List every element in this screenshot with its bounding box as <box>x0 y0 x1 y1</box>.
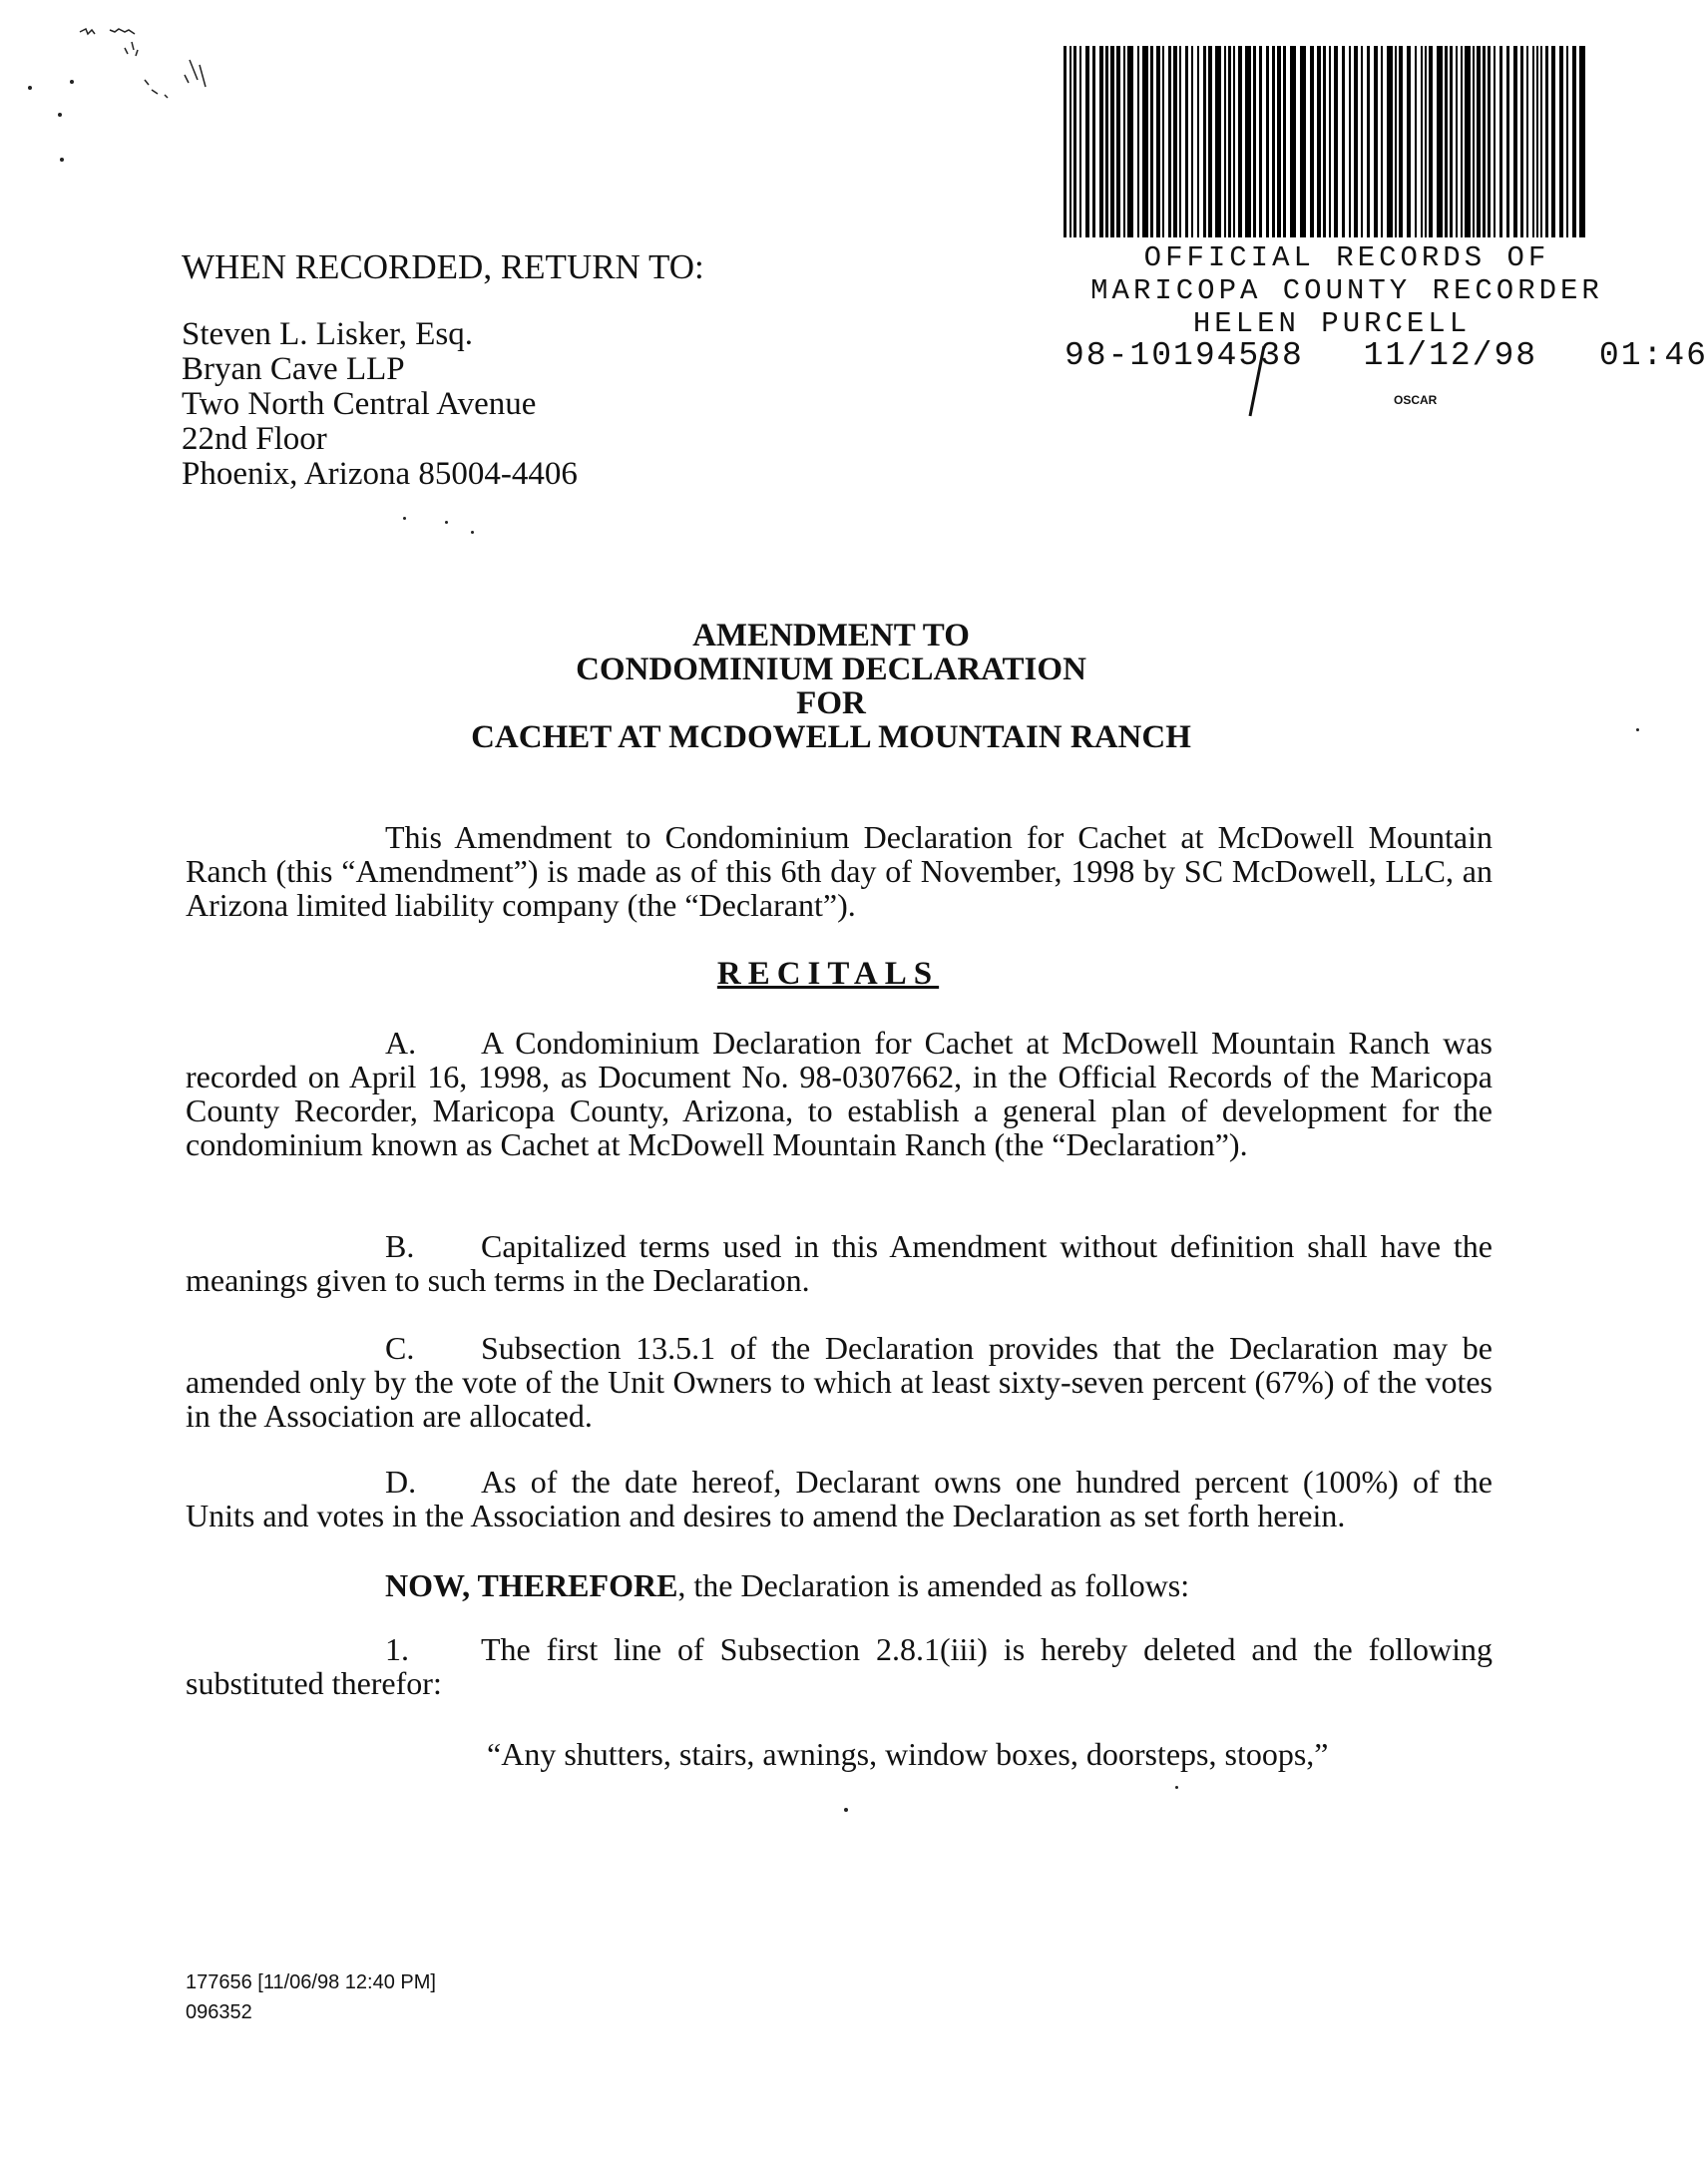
document-number: 98-10194538 <box>1065 337 1304 374</box>
barcode <box>1062 46 1592 237</box>
barcode-bar <box>1259 46 1262 237</box>
title-line-2: CONDOMINIUM DECLARATION <box>576 651 1086 687</box>
substituted-text-quote: “Any shutters, stairs, awnings, window boxes, doorsteps, stoops,” <box>487 1736 1329 1772</box>
barcode-bar <box>1110 46 1114 237</box>
barcode-bar <box>1559 46 1563 237</box>
recording-time: 01:46 <box>1598 337 1708 374</box>
recital-label: D. <box>385 1464 417 1500</box>
barcode-bar <box>1520 46 1523 237</box>
barcode-bar <box>1156 46 1160 237</box>
barcode-bar <box>1483 46 1486 237</box>
recital-label: C. <box>385 1330 415 1366</box>
address-line: Phoenix, Arizona 85004-4406 <box>182 456 578 492</box>
barcode-bar <box>1572 46 1576 237</box>
now-therefore-paragraph <box>186 1568 1493 1602</box>
scan-speck <box>60 158 64 162</box>
recorder-line-3: HELEN PURCELL <box>1192 307 1472 340</box>
barcode-bar <box>1064 46 1067 237</box>
barcode-bar <box>1142 46 1148 237</box>
return-to-label: WHEN RECORDED, RETURN TO: <box>182 247 704 286</box>
barcode-bar <box>1233 46 1235 237</box>
barcode-bar <box>1197 46 1199 237</box>
barcode-bar <box>1173 46 1177 237</box>
scan-speck <box>28 86 32 90</box>
recital-a <box>186 1026 1493 1161</box>
barcode-bar <box>1349 46 1351 237</box>
recital-c <box>186 1331 1493 1433</box>
barcode-bar <box>1415 46 1417 237</box>
item-text: The first line of Subsection 2.8.1(iii) is hereby deleted and the following substituted therefor: <box>186 1631 1493 1701</box>
barcode-bar <box>1334 46 1338 237</box>
amendment-item-1 <box>186 1632 1493 1700</box>
intro-text: This Amendment to Condominium Declaration for Cachet at McDowell Mountain Ranch (this “Amendment”) is made as of this 6th day of November, 1998 by SC McDowell, LLC, an Arizona limited liability company (the “Declarant”). <box>186 819 1493 923</box>
address-line: Two North Central Avenue <box>182 386 537 422</box>
barcode-bar <box>1179 46 1181 237</box>
item-label: 1. <box>385 1631 409 1667</box>
barcode-bar <box>1310 46 1314 237</box>
barcode-bar <box>1526 46 1528 237</box>
barcode-bar <box>1494 46 1495 237</box>
barcode-bar <box>1437 46 1443 237</box>
scan-speck <box>403 517 406 520</box>
scan-speck <box>445 521 448 524</box>
recitals-heading-text: RECITALS <box>716 956 940 992</box>
recording-info <box>1065 337 1708 374</box>
footer-line-2: 096352 <box>186 2001 252 2023</box>
barcode-bar <box>1150 46 1153 237</box>
barcode-bar <box>1342 46 1345 237</box>
now-therefore-bold: NOW, THEREFORE <box>385 1567 678 1603</box>
footer-line-1: 177656 [11/06/98 12:40 PM] <box>186 1971 436 1993</box>
barcode-bar <box>1381 46 1383 237</box>
barcode-bar <box>1253 46 1256 237</box>
barcode-bar <box>1290 46 1296 237</box>
barcode-bar <box>1228 46 1231 237</box>
barcode-bar <box>1191 46 1193 237</box>
barcode-bar <box>1283 46 1286 237</box>
barcode-bar <box>1069 46 1071 237</box>
barcode-bar <box>1323 46 1326 237</box>
now-therefore-text: , the Declaration is amended as follows: <box>677 1567 1190 1603</box>
recital-text: As of the date hereof, Declarant owns one hundred percent (100%) of the Units and votes in the Association and desires to amend the Declaration as set forth herein. <box>186 1464 1493 1533</box>
barcode-bar <box>1123 46 1125 237</box>
barcode-bar <box>1445 46 1448 237</box>
recording-date: 11/12/98 <box>1363 337 1538 374</box>
barcode-bar <box>1395 46 1397 237</box>
title-line-1: AMENDMENT TO <box>692 618 970 653</box>
title-line-3: FOR <box>796 685 866 721</box>
barcode-bar <box>1532 46 1534 237</box>
barcode-bar <box>1272 46 1275 237</box>
recorder-line-2: MARICOPA COUNTY RECORDER <box>1090 274 1603 307</box>
barcode-bar <box>1137 46 1139 237</box>
barcode-bar <box>1238 46 1242 237</box>
barcode-bar <box>1092 46 1095 237</box>
document-title <box>0 619 1692 754</box>
barcode-bar <box>1374 46 1378 237</box>
barcode-bar <box>1367 46 1370 237</box>
barcode-bar <box>1185 46 1188 237</box>
barcode-bar <box>1354 46 1358 237</box>
barcode-bar <box>1407 46 1411 237</box>
barcode-bar <box>1551 46 1555 237</box>
barcode-bar <box>1266 46 1269 237</box>
barcode-bar <box>1079 46 1081 237</box>
barcode-bar <box>1425 46 1427 237</box>
barcode-bar <box>1099 46 1103 237</box>
scan-speck <box>471 531 474 534</box>
barcode-bar <box>1488 46 1491 237</box>
barcode-bar <box>1361 46 1363 237</box>
address-line: 22nd Floor <box>182 421 327 457</box>
barcode-bar <box>1429 46 1433 237</box>
clerk-name: OSCAR <box>1394 393 1438 407</box>
barcode-bar <box>1506 46 1509 237</box>
return-address <box>182 317 578 492</box>
barcode-bar <box>1224 46 1226 237</box>
barcode-bar <box>1566 46 1568 237</box>
barcode-bar <box>1245 46 1251 237</box>
barcode-bar <box>1450 46 1453 237</box>
address-line: Steven L. Lisker, Esq. <box>182 316 473 352</box>
title-line-4: CACHET AT MCDOWELL MOUNTAIN RANCH <box>471 719 1191 755</box>
barcode-bar <box>1473 46 1475 237</box>
scan-speck <box>844 1808 848 1812</box>
barcode-bar <box>1465 46 1471 237</box>
recorder-stamp <box>1058 241 1636 340</box>
barcode-bar <box>1208 46 1212 237</box>
barcode-bar <box>1461 46 1463 237</box>
barcode-bar <box>1277 46 1281 237</box>
barcode-bar <box>1317 46 1321 237</box>
recorder-line-1: OFFICIAL RECORDS OF <box>1143 241 1550 274</box>
document-footer <box>186 1967 436 2027</box>
barcode-bar <box>1329 46 1331 237</box>
address-line: Bryan Cave LLP <box>182 351 405 387</box>
barcode-bar <box>1579 46 1585 237</box>
barcode-bar <box>1536 46 1538 237</box>
recital-label: A. <box>385 1025 417 1061</box>
barcode-bar <box>1127 46 1133 237</box>
barcode-bar <box>1300 46 1306 237</box>
barcode-bar <box>1540 46 1542 237</box>
barcode-bar <box>1477 46 1481 237</box>
barcode-bar <box>1513 46 1517 237</box>
barcode-bar <box>1203 46 1206 237</box>
barcode-bar <box>1168 46 1171 237</box>
handwritten-slash-mark <box>1242 344 1272 419</box>
recitals-heading <box>0 956 1692 993</box>
recital-text: A Condominium Declaration for Cachet at McDowell Mountain Ranch was recorded on April 16, 1998, as Document No. 98-0307662, in the Official Records of the Maricopa County Recorder, Maricopa County, Arizona, to establish a general plan of development for the condominium known as Cachet at McDowell Mountain Ranch (the “Declaration”). <box>186 1025 1493 1162</box>
barcode-bar <box>1073 46 1076 237</box>
barcode-bar <box>1399 46 1403 237</box>
barcode-bar <box>1456 46 1458 237</box>
barcode-bar <box>1215 46 1221 237</box>
recital-d <box>186 1465 1493 1532</box>
barcode-bar <box>1105 46 1108 237</box>
recital-text: Capitalized terms used in this Amendment without definition shall have the meanings given to such terms in the Declaration. <box>186 1228 1493 1298</box>
barcode-bar <box>1116 46 1120 237</box>
barcode-bar <box>1499 46 1502 237</box>
barcode-bar <box>1387 46 1393 237</box>
scan-artifact-marks <box>70 20 249 130</box>
barcode-bar <box>1545 46 1548 237</box>
barcode-bar <box>1085 46 1089 237</box>
recital-text: Subsection 13.5.1 of the Declaration provides that the Declaration may be amended only by the vote of the Unit Owners to which at least sixty-seven percent (67%) of the votes in the Association are allocated. <box>186 1330 1493 1434</box>
recital-b <box>186 1229 1493 1297</box>
recital-label: B. <box>385 1228 415 1264</box>
barcode-bar <box>1162 46 1164 237</box>
scan-speck <box>1175 1786 1178 1789</box>
intro-paragraph <box>186 820 1493 922</box>
barcode-bar <box>1421 46 1423 237</box>
